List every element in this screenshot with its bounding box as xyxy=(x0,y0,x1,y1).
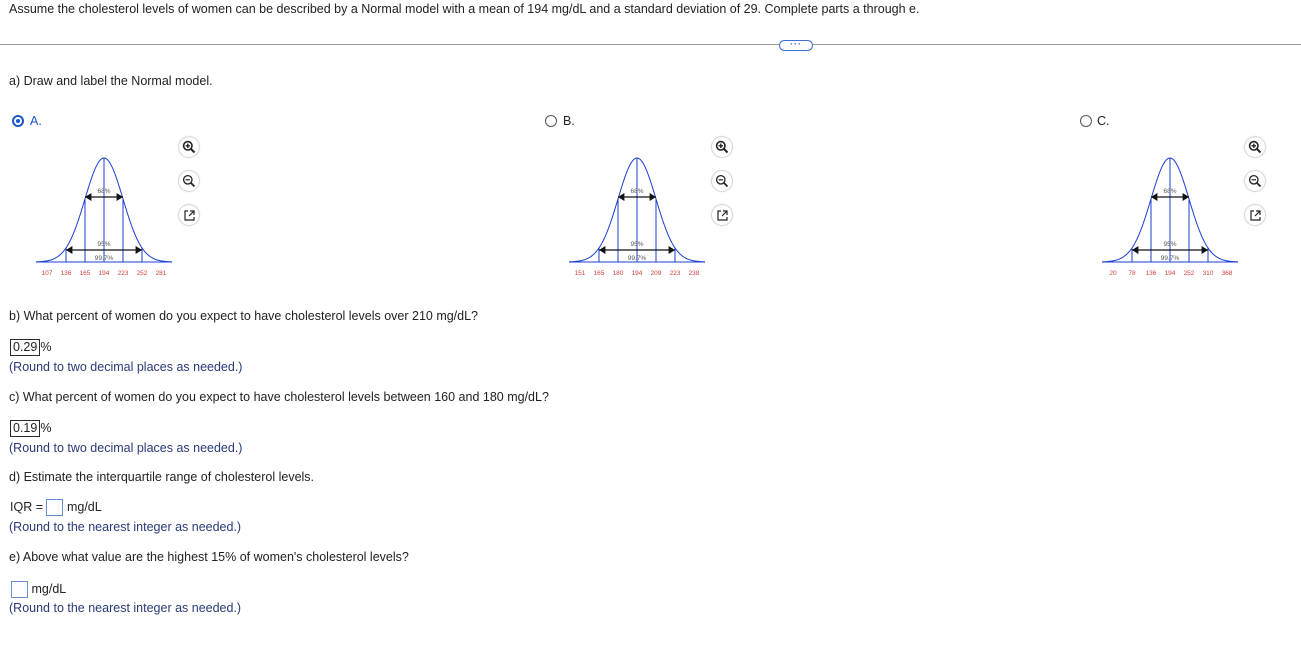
part-a-prompt: a) Draw and label the Normal model. xyxy=(9,74,213,88)
tick-label: 281 xyxy=(155,270,167,277)
tick-label: 151 xyxy=(574,270,586,277)
band-997-label: 99.7% xyxy=(94,255,114,262)
band-95-label: 95% xyxy=(97,241,111,248)
option-a-radio[interactable] xyxy=(12,115,24,127)
option-b-label[interactable]: B. xyxy=(563,114,575,128)
part-e-unit: mg/dL xyxy=(31,581,67,596)
part-c-answer-row xyxy=(10,420,51,437)
tick-label: 194 xyxy=(1164,270,1176,277)
tick-label: 165 xyxy=(79,270,91,277)
option-b-zoom-in-icon[interactable] xyxy=(712,137,732,157)
option-c-zoom-out-icon[interactable] xyxy=(1245,171,1265,191)
tick-label: 180 xyxy=(612,270,624,277)
question-intro: Assume the cholesterol levels of women can be described by a Normal model with a mean of 194 mg/dL and a standard deviation of 29. Complete parts a through e. xyxy=(9,2,920,16)
option-b-open-new-window-icon[interactable] xyxy=(712,205,732,225)
part-b-note: (Round to two decimal places as needed.) xyxy=(9,360,243,374)
option-c-radio[interactable] xyxy=(1080,115,1092,127)
part-e-prompt: e) Above what value are the highest 15% of women's cholesterol levels? xyxy=(9,550,409,564)
option-c-label[interactable]: C. xyxy=(1097,114,1110,128)
part-e-note: (Round to the nearest integer as needed.) xyxy=(9,601,242,615)
option-a-zoom-out-icon[interactable] xyxy=(179,171,199,191)
part-b-prompt: b) What percent of women do you expect to have cholesterol levels over 210 mg/dL? xyxy=(9,309,479,323)
part-b-answer-row xyxy=(10,339,51,356)
part-d-prompt: d) Estimate the interquartile range of cholesterol levels. xyxy=(9,470,315,484)
option-b-normal-curve xyxy=(569,150,709,282)
tick-label: 252 xyxy=(1183,270,1195,277)
tick-label: 78 xyxy=(1128,270,1136,277)
band-95-label: 95% xyxy=(630,241,644,248)
iqr-label: IQR = xyxy=(10,499,43,514)
tick-label: 238 xyxy=(688,270,700,277)
band-95-label: 95% xyxy=(1163,241,1177,248)
divider xyxy=(0,44,1301,45)
part-d-unit: mg/dL xyxy=(66,499,102,514)
option-a-open-new-window-icon[interactable] xyxy=(179,205,199,225)
tick-label: 107 xyxy=(41,270,53,277)
option-c-zoom-in-icon[interactable] xyxy=(1245,137,1265,157)
more-button[interactable]: ··· xyxy=(779,40,813,51)
part-d-note: (Round to the nearest integer as needed.) xyxy=(9,520,242,534)
band-68-label: 68% xyxy=(97,188,111,195)
tick-label: 136 xyxy=(60,270,72,277)
part-c-prompt: c) What percent of women do you expect to have cholesterol levels between 160 and 180 mg/dL? xyxy=(9,390,549,404)
tick-label: 165 xyxy=(593,270,605,277)
band-68-label: 68% xyxy=(1163,188,1177,195)
tick-label: 20 xyxy=(1109,270,1117,277)
part-c-note: (Round to two decimal places as needed.) xyxy=(9,441,243,455)
option-b-radio[interactable] xyxy=(545,115,557,127)
band-997-label: 99.7% xyxy=(627,255,647,262)
option-c-open-new-window-icon[interactable] xyxy=(1245,205,1265,225)
tick-label: 194 xyxy=(631,270,643,277)
part-b-answer-input[interactable]: 0.29 xyxy=(10,339,40,356)
tick-label: 136 xyxy=(1145,270,1157,277)
part-c-answer-input[interactable]: 0.19 xyxy=(10,420,40,437)
iqr-input[interactable] xyxy=(46,499,63,516)
part-e-input[interactable] xyxy=(11,581,28,598)
part-b-unit: % xyxy=(40,340,52,354)
option-a-normal-curve xyxy=(36,150,176,282)
part-c-unit: % xyxy=(40,421,52,435)
band-68-label: 68% xyxy=(630,188,644,195)
tick-label: 252 xyxy=(136,270,148,277)
tick-label: 310 xyxy=(1202,270,1214,277)
part-d-answer-row xyxy=(10,499,102,516)
part-e-answer-row xyxy=(11,581,66,598)
tick-label: 223 xyxy=(117,270,129,277)
option-a-zoom-in-icon[interactable] xyxy=(179,137,199,157)
option-b-zoom-out-icon[interactable] xyxy=(712,171,732,191)
band-997-label: 99.7% xyxy=(1160,255,1180,262)
option-c-normal-curve xyxy=(1102,150,1242,282)
tick-label: 194 xyxy=(98,270,110,277)
tick-label: 223 xyxy=(669,270,681,277)
tick-label: 209 xyxy=(650,270,662,277)
tick-label: 368 xyxy=(1221,270,1233,277)
option-a-label[interactable]: A. xyxy=(30,114,42,128)
